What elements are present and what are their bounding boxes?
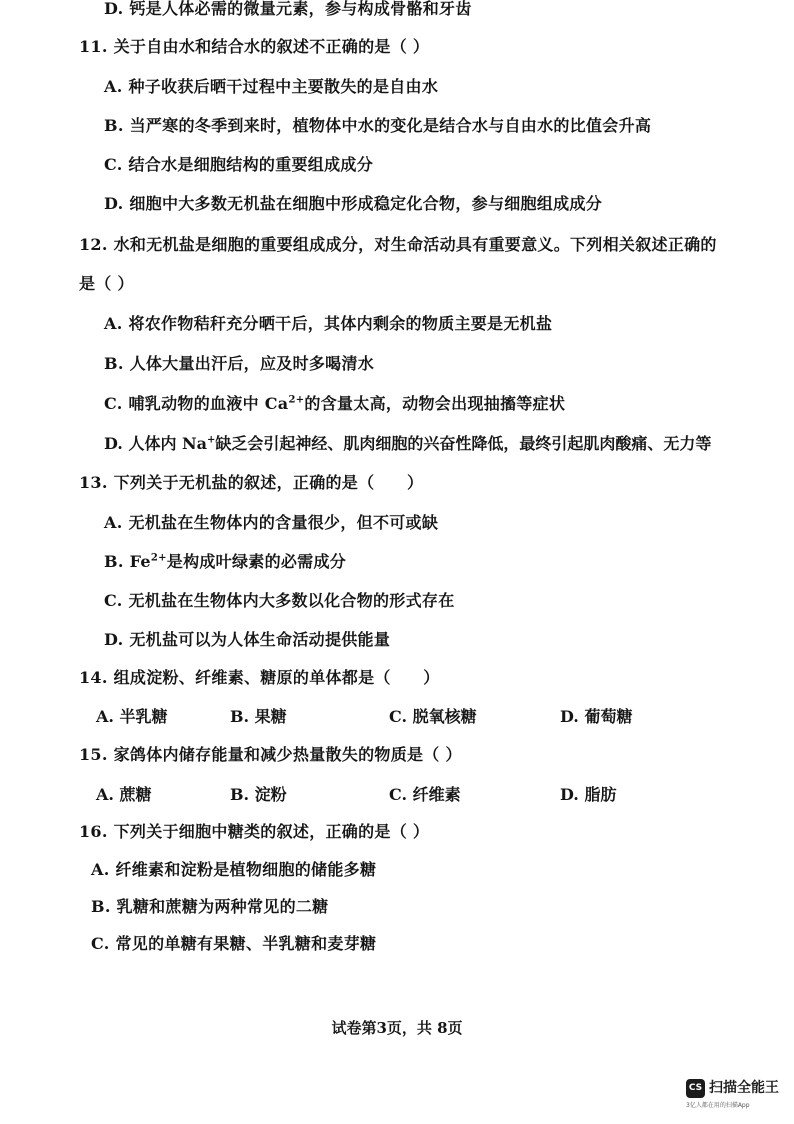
q15-option-b: B. 淀粉 xyxy=(230,785,287,804)
camscanner-tagline: 3亿人都在用的扫描App xyxy=(686,1102,750,1109)
q14-option-a: A. 半乳糖 xyxy=(96,707,168,726)
q13-option-b xyxy=(104,552,346,572)
q11-option-a: A. 种子收获后晒干过程中主要散失的是自由水 xyxy=(104,77,439,96)
q15-option-a: A. 蔗糖 xyxy=(96,785,152,804)
q11-option-c: C. 结合水是细胞结构的重要组成成分 xyxy=(104,155,373,174)
q15-option-d: D. 脂肪 xyxy=(560,785,617,804)
q13-option-c: C. 无机盐在生物体内大多数以化合物的形式存在 xyxy=(104,591,455,610)
q12-option-d-pre: D. 人体内 Na xyxy=(104,434,208,453)
camscanner-name: 扫描全能王 xyxy=(709,1080,779,1096)
q12-stem-line1: 12. 水和无机盐是细胞的重要组成成分，对生命活动具有重要意义。下列相关叙述正确的 xyxy=(79,235,717,254)
q12-option-c-post: 的含量太高，动物会出现抽搐等症状 xyxy=(304,394,566,413)
q15-option-c: C. 纤维素 xyxy=(389,785,461,804)
q11-option-d: D. 细胞中大多数无机盐在细胞中形成稳定化合物，参与细胞组成成分 xyxy=(104,194,603,213)
q12-option-c xyxy=(104,394,565,414)
q13-option-a: A. 无机盐在生物体内的含量很少，但不可或缺 xyxy=(104,513,439,532)
q13-stem: 13. 下列关于无机盐的叙述，正确的是（ ） xyxy=(79,473,424,492)
camscanner-logo-icon: CS xyxy=(686,1079,705,1098)
q12-option-b: B. 人体大量出汗后，应及时多喝清水 xyxy=(104,354,375,373)
q14-options xyxy=(0,707,794,727)
q14-stem: 14. 组成淀粉、纤维素、糖原的单体都是（ ） xyxy=(79,668,440,687)
q13-option-d: D. 无机盐可以为人体生命活动提供能量 xyxy=(104,630,391,649)
q12-stem-line2: 是（ ） xyxy=(79,274,134,293)
q12-option-d xyxy=(104,434,711,454)
q16-stem: 16. 下列关于细胞中糖类的叙述，正确的是（ ） xyxy=(79,822,430,841)
q15-options xyxy=(0,785,794,805)
page-number: 试卷第3页，共 8页 xyxy=(331,1019,463,1037)
q13-option-b-pre: B. Fe xyxy=(104,552,151,571)
q12-option-d-post: 缺乏会引起神经、肌肉细胞的兴奋性降低，最终引起肌肉酸痛、无力等 xyxy=(215,434,712,453)
q11-stem: 11. 关于自由水和结合水的叙述不正确的是（ ） xyxy=(79,37,430,56)
q14-option-b: B. 果糖 xyxy=(230,707,287,726)
q10-option-d: D. 钙是人体必需的微量元素，参与构成骨骼和牙齿 xyxy=(104,0,472,18)
q14-option-d: D. 葡萄糖 xyxy=(560,707,633,726)
q12-option-c-sup: 2+ xyxy=(288,394,305,406)
q11-option-b: B. 当严寒的冬季到来时，植物体中水的变化是结合水与自由水的比值会升高 xyxy=(104,116,652,135)
q12-option-c-pre: C. 哺乳动物的血液中 Ca xyxy=(104,394,289,413)
q15-stem: 15. 家鸽体内储存能量和减少热量散失的物质是（ ） xyxy=(79,745,462,764)
camscanner-watermark xyxy=(686,1078,790,1118)
q14-option-c: C. 脱氧核糖 xyxy=(389,707,477,726)
q16-option-a: A. 纤维素和淀粉是植物细胞的储能多糖 xyxy=(91,860,377,879)
q16-option-c: C. 常见的单糖有果糖、半乳糖和麦芽糖 xyxy=(91,934,377,953)
q13-option-b-post: 是构成叶绿素的必需成分 xyxy=(166,552,347,571)
q16-option-b: B. 乳糖和蔗糖为两种常见的二糖 xyxy=(91,897,329,916)
q12-option-d-sup: + xyxy=(207,434,216,446)
q12-option-a: A. 将农作物秸秆充分晒干后，其体内剩余的物质主要是无机盐 xyxy=(104,314,553,333)
q13-option-b-sup: 2+ xyxy=(150,552,167,564)
